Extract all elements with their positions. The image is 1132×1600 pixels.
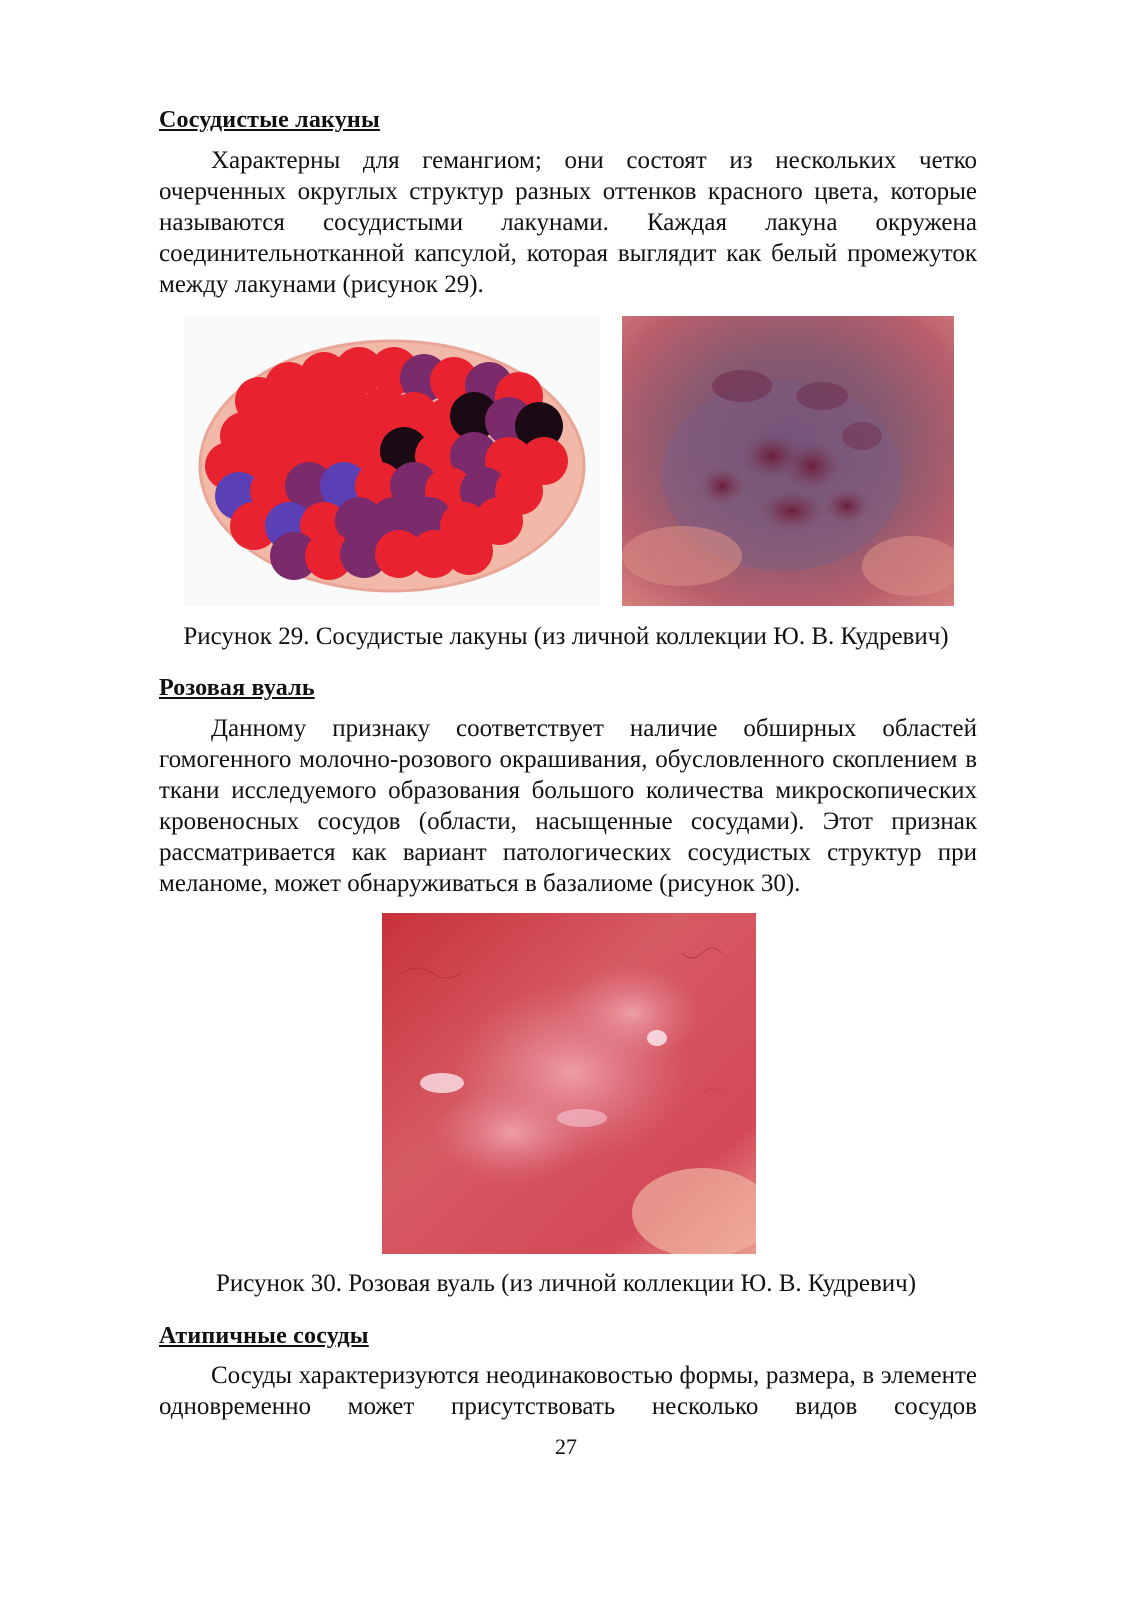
paragraph-vascular-lacunae: Характерны для гемангиом; они состоят из нескольких четко очерченных округлых структур разных оттенков красного цвета, которые называются сосудистыми лакунами. Каждая лакуна окружена соединительнотканной капсулой, которая выглядит как белый промежуток между лакунами (рисунок 29). — [159, 147, 977, 298]
paragraph-pink-veil: Данному признаку соответствует наличие обширных областей гомогенного молочно-розового окрашивания, обусловленного скоплением в ткани исследуемого образования большого количества микроскопических кровеносных сосудов (области, насыщенные сосудами). Этот признак рассматривается как вариант патологических сосудистых структур при меланоме, может обнаруживаться в базалиоме (рисунок 30). — [159, 715, 977, 897]
figure-29-schematic — [184, 316, 600, 606]
lacuna-circle — [445, 527, 493, 575]
page-number: 27 — [555, 1434, 577, 1459]
heading-atypical-vessels: Атипичные сосуды — [159, 1323, 369, 1349]
figure-30-caption: Рисунок 30. Розовая вуаль (из личной коллекции Ю. В. Кудревич) — [215, 1270, 917, 1297]
heading-vascular-lacunae: Сосудистые лакуны — [159, 107, 380, 133]
figure-30-photo — [382, 913, 756, 1254]
heading-pink-veil: Розовая вуаль — [159, 675, 315, 701]
figure-29-photo — [622, 316, 954, 606]
paragraph-atypical-vessels: Сосуды характеризуются неодинаковостью формы, размера, в элементе одновременно может присутствовать несколько видов сосудов — [159, 1362, 977, 1420]
figure-29-caption: Рисунок 29. Сосудистые лакуны (из личной коллекции Ю. В. Кудревич) — [183, 623, 949, 650]
